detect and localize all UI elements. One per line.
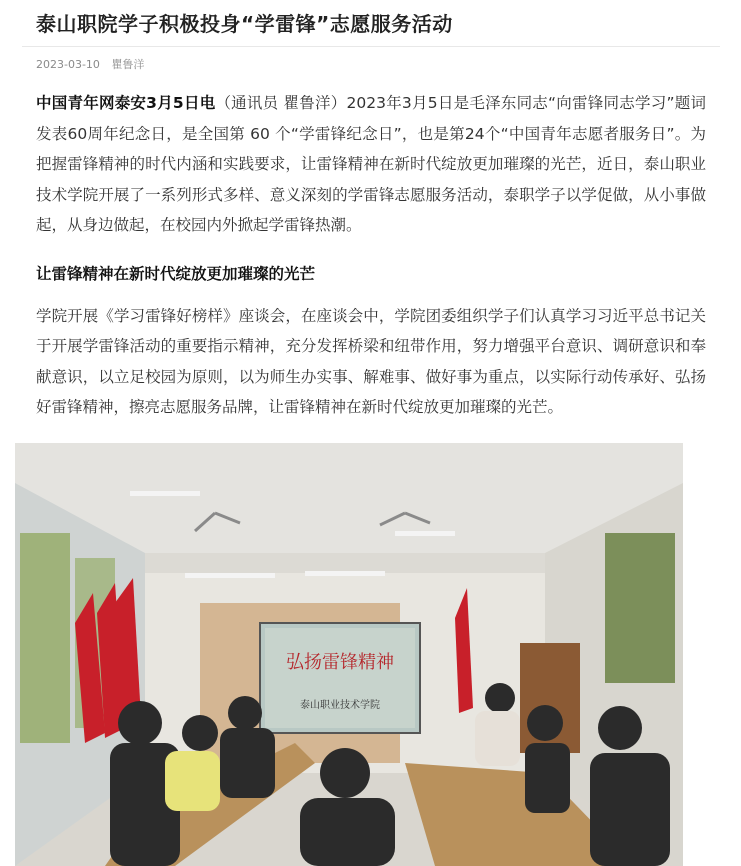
classroom-photo-illustration xyxy=(15,443,683,866)
publish-date: 2023-03-10 xyxy=(36,58,100,71)
author-name[interactable]: 瞿鲁洋 xyxy=(111,58,145,71)
section-heading: 让雷锋精神在新时代绽放更加璀璨的光芒 xyxy=(36,264,316,283)
article-body xyxy=(22,88,720,423)
article-meta xyxy=(22,47,720,76)
dateline: 中国青年网泰安3月5日电 xyxy=(36,94,216,112)
paragraph-intro xyxy=(36,88,706,241)
article-photo xyxy=(15,443,683,866)
paragraph-seminar: 学院开展《学习雷锋好榜样》座谈会，在座谈会中，学院团委组织学子们认真学习习近平总书记关于开展学雷锋活动的重要指示精神，充分发挥桥梁和纽带作用，努力增强平台意识、调研意识和奉献意识，以立足校园为原则，以为师生办实事、解难事、做好事为重点，以实际行动传承好、弘扬好雷锋精神，擦亮志愿服务品牌，让雷锋精神在新时代绽放更加璀璨的光芒。 xyxy=(36,306,706,416)
screen-subtitle: 泰山职业技术学院 xyxy=(300,700,380,711)
article-title: 泰山职院学子积极投身“学雷锋”志愿服务活动 xyxy=(22,0,720,47)
screen-title: 弘扬雷锋精神 xyxy=(286,652,394,673)
article-container xyxy=(22,0,720,423)
paragraph-intro-text: （通讯员 瞿鲁洋）2023年3月5日是毛泽东同志“向雷锋同志学习”题词发表60周年纪念日，是全国第 60 个“学雷锋纪念日”，也是第24个“中国青年志愿者服务日”。为把握雷锋精神的时代内涵和实践要求，让雷锋精神在新时代绽放更加璀璨的光芒，近日，泰山职业技术学院开展了一系列形式多样、意义深刻的学雷锋志愿服务活动，泰职学子以学促做，从小事做起，从身边做起，在校园内外掀起学雷锋热潮。 xyxy=(36,94,706,234)
